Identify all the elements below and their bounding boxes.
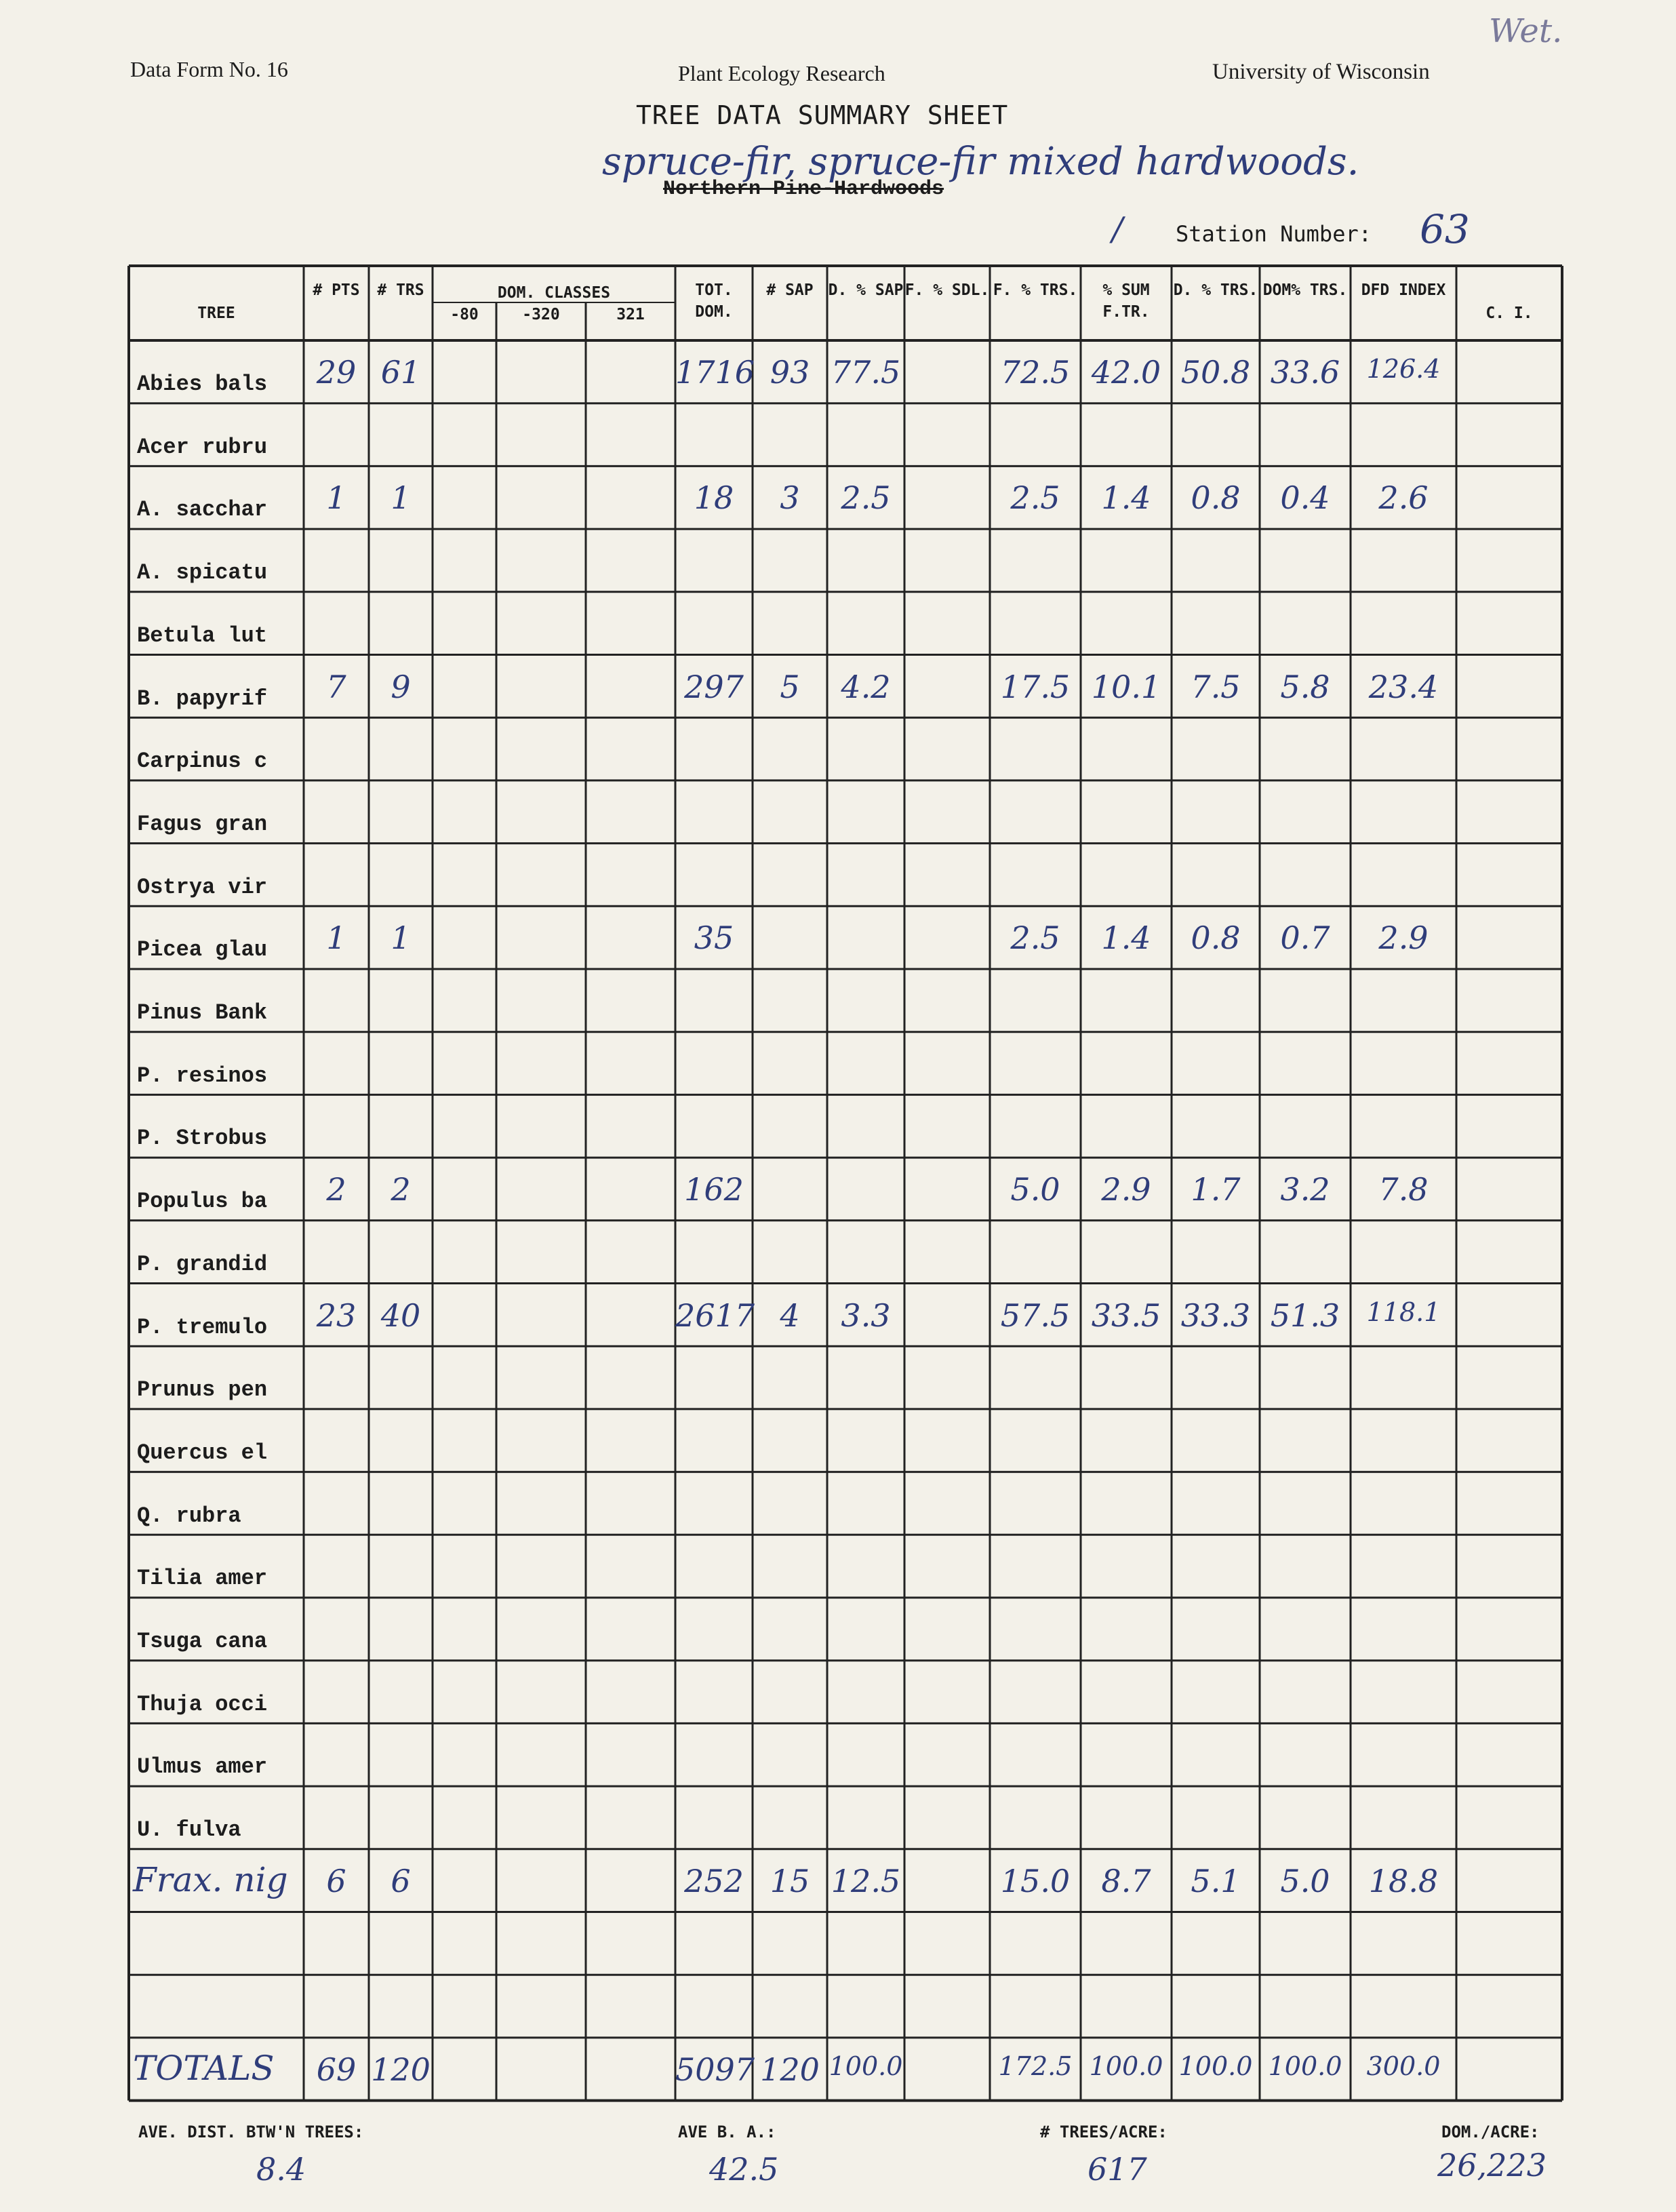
col-dom-classes: DOM. CLASSES (497, 284, 611, 302)
species-name: Fagus gran (137, 811, 268, 837)
trees-acre-label: # TREES/ACRE: (1040, 2122, 1168, 2141)
cell-d-sap: 3.3 (841, 1297, 891, 1334)
col-dom-trs: DOM% TRS. (1262, 281, 1348, 299)
species-name: Prunus pen (137, 1377, 268, 1403)
university-name: University of Wisconsin (1212, 60, 1430, 84)
corner-note: Wet. (1489, 12, 1563, 50)
cell-sum-ftr: 42.0 (1091, 354, 1161, 391)
cell-trs: 9 (391, 668, 411, 705)
col-dc-321: 321 (616, 306, 645, 323)
ave-ba-label: AVE B. A.: (678, 2122, 776, 2141)
species-name: Ulmus amer (137, 1754, 268, 1780)
struck-forest-type: Northern Pine-Hardwoods (663, 178, 944, 201)
cell-f-trs: 72.5 (1000, 354, 1071, 391)
species-name: B. papyrif (137, 686, 268, 711)
cell-dom-trs: 100.0 (1268, 2051, 1342, 2081)
station-number: 63 (1420, 206, 1470, 252)
species-name: Tilia amer (137, 1566, 268, 1592)
cell-trs: 61 (380, 354, 421, 391)
cell-sap: 3 (780, 479, 800, 517)
col-d-sap: D. % SAP (828, 281, 904, 299)
cell-f-trs: 2.5 (1010, 920, 1060, 957)
species-name: Thuja occi (137, 1691, 268, 1717)
cell-d-trs: 33.3 (1180, 1297, 1251, 1334)
cell-f-trs: 17.5 (1000, 668, 1071, 705)
species-name: Abies bals (137, 372, 268, 397)
cell-trs: 1 (391, 920, 411, 957)
cell-dom-trs: 51.3 (1270, 1297, 1340, 1334)
cell-tot-dom: 5097 (675, 2051, 755, 2088)
cell-pts: 6 (326, 1862, 346, 1899)
col-tree: TREE (197, 304, 235, 322)
cell-f-trs: 5.0 (1010, 1171, 1060, 1208)
station-label: Station Number: (1176, 221, 1372, 247)
cell-dom-trs: 0.7 (1280, 920, 1330, 957)
col-f-trs: F. % TRS. (993, 281, 1078, 299)
cell-dfd: 2.9 (1378, 920, 1429, 957)
species-name: Betula lut (137, 623, 268, 648)
dom-acre-label: DOM./ACRE: (1441, 2122, 1540, 2141)
cell-sum-ftr: 2.9 (1101, 1171, 1151, 1208)
lab-name: Plant Ecology Research (678, 61, 885, 85)
col-trs: # TRS (377, 281, 424, 299)
cell-f-trs: 15.0 (1000, 1862, 1071, 1899)
cell-dom-trs: 5.8 (1280, 668, 1330, 705)
species-name: P. grandid (137, 1251, 268, 1277)
col-dc-80: -80 (450, 306, 479, 323)
cell-d-sap: 12.5 (831, 1862, 901, 1899)
cell-dfd: 18.8 (1368, 1862, 1439, 1899)
cell-sum-ftr: 33.5 (1091, 1297, 1161, 1334)
ave-dist-label: AVE. DIST. BTW'N TREES: (138, 2122, 364, 2141)
cell-tot-dom: 2617 (675, 1297, 755, 1334)
ave-ba-value: 42.5 (709, 2151, 779, 2188)
col-d-trs: D. % TRS. (1173, 281, 1258, 299)
cell-d-trs: 100.0 (1178, 2051, 1253, 2081)
cell-dom-trs: 3.2 (1280, 1171, 1330, 1208)
species-name: Picea glau (137, 937, 268, 963)
cell-tot-dom: 18 (694, 479, 734, 517)
species-name: Frax. nig (133, 1859, 288, 1899)
cell-d-trs: 1.7 (1191, 1171, 1241, 1208)
trees-acre-value: 617 (1088, 2151, 1147, 2188)
cell-tot-dom: 35 (694, 920, 734, 957)
col-f-sdl: F. % SDL. (904, 281, 990, 299)
cell-d-trs: 50.8 (1180, 354, 1251, 391)
cell-f-trs: 2.5 (1010, 479, 1060, 517)
cell-d-trs: 0.8 (1191, 920, 1241, 957)
cell-sap: 5 (780, 668, 800, 705)
col-ci: C. I. (1485, 304, 1533, 322)
species-name: Ostrya vir (137, 874, 268, 900)
cell-trs: 2 (391, 1171, 411, 1208)
cell-dfd: 300.0 (1366, 2051, 1441, 2081)
cell-sap: 15 (770, 1862, 810, 1899)
cell-dfd: 23.4 (1368, 668, 1439, 705)
cell-trs: 40 (380, 1297, 421, 1334)
col-sum-ftr: % SUM F.TR. (1102, 281, 1150, 321)
cell-pts: 1 (326, 479, 346, 517)
species-name: P. tremulo (137, 1314, 268, 1340)
col-dc-320: -320 (522, 306, 560, 323)
cell-d-trs: 7.5 (1191, 668, 1241, 705)
col-tot-dom: TOT. DOM. (695, 281, 733, 321)
cell-sum-ftr: 1.4 (1101, 920, 1151, 957)
cell-pts: 29 (316, 354, 357, 391)
cell-pts: 7 (326, 668, 346, 705)
cell-dfd: 126.4 (1366, 354, 1441, 384)
dom-acre-value: 26,223 (1437, 2147, 1547, 2184)
species-name: Q. rubra (137, 1503, 241, 1528)
cell-d-sap: 4.2 (841, 668, 891, 705)
cell-dom-trs: 33.6 (1270, 354, 1340, 391)
species-name: Populus ba (137, 1189, 268, 1214)
species-name: Pinus Bank (137, 1000, 268, 1025)
col-pts: # PTS (313, 281, 360, 299)
cell-trs: 6 (391, 1862, 411, 1899)
col-dfd-index: DFD INDEX (1361, 281, 1446, 299)
cell-trs: 120 (371, 2051, 431, 2088)
cell-sum-ftr: 10.1 (1091, 668, 1161, 705)
species-name: A. spicatu (137, 560, 268, 586)
species-name: Tsuga cana (137, 1629, 268, 1654)
cell-tot-dom: 252 (684, 1862, 744, 1899)
species-name: U. fulva (137, 1817, 241, 1843)
form-number: Data Form No. 16 (130, 57, 288, 81)
cell-sap: 93 (770, 354, 810, 391)
species-name: TOTALS (133, 2048, 275, 2088)
cell-sum-ftr: 1.4 (1101, 479, 1151, 517)
cell-d-trs: 5.1 (1191, 1862, 1241, 1899)
species-name: Acer rubru (137, 434, 268, 460)
cell-dom-trs: 0.4 (1280, 479, 1330, 517)
sheet-title: TREE DATA SUMMARY SHEET (636, 100, 1009, 130)
cell-sap: 120 (760, 2051, 820, 2088)
cell-sap: 4 (780, 1297, 800, 1334)
col-sap: # SAP (766, 281, 814, 299)
cell-pts: 1 (326, 920, 346, 957)
cell-sum-ftr: 100.0 (1089, 2051, 1163, 2081)
cell-d-trs: 0.8 (1191, 479, 1241, 517)
cell-trs: 1 (391, 479, 411, 517)
cell-dom-trs: 5.0 (1280, 1862, 1330, 1899)
cell-sum-ftr: 8.7 (1101, 1862, 1151, 1899)
ave-dist-value: 8.4 (256, 2151, 306, 2188)
cell-f-trs: 172.5 (998, 2051, 1073, 2081)
cell-d-sap: 77.5 (831, 354, 901, 391)
cell-tot-dom: 162 (684, 1171, 744, 1208)
slash-mark: / (1112, 210, 1123, 248)
cell-f-trs: 57.5 (1000, 1297, 1071, 1334)
cell-tot-dom: 297 (684, 668, 744, 705)
species-name: A. sacchar (137, 497, 268, 523)
species-name: P. resinos (137, 1063, 268, 1088)
cell-pts: 2 (326, 1171, 346, 1208)
cell-pts: 23 (316, 1297, 357, 1334)
cell-tot-dom: 1716 (675, 354, 755, 391)
cell-d-sap: 100.0 (829, 2051, 903, 2081)
cell-dfd: 7.8 (1378, 1171, 1429, 1208)
cell-pts: 69 (316, 2051, 357, 2088)
handwritten-forest-type: spruce-fir, spruce-fir mixed hardwoods. (602, 140, 1359, 184)
cell-dfd: 118.1 (1366, 1297, 1441, 1327)
species-name: Quercus el (137, 1440, 268, 1465)
species-name: Carpinus c (137, 749, 268, 774)
species-name: P. Strobus (137, 1126, 268, 1151)
cell-d-sap: 2.5 (841, 479, 891, 517)
cell-dfd: 2.6 (1378, 479, 1429, 517)
